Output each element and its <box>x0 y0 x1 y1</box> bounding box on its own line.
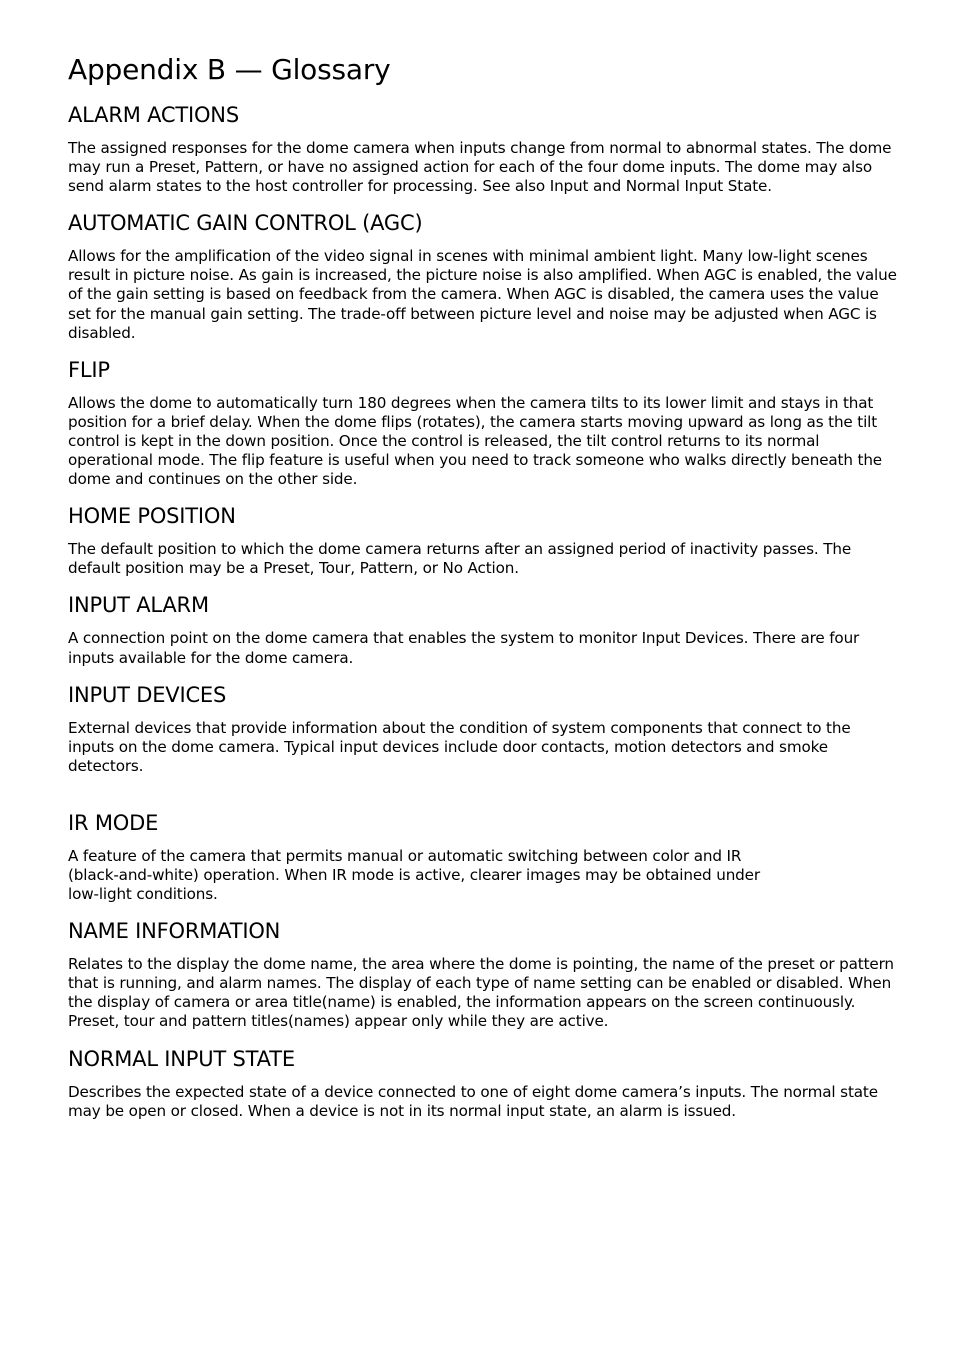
glossary-definition: Allows for the amplification of the video signal in scenes with minimal ambient light. Many low-light scenes result in picture noise. As gain is increased, the picture noise is also amplified. When AGC is enabled, the value of the gain setting is based on feedback from the camera. When AGC is disabled, the camera uses the value set for the manual gain setting. The trade-off between picture level and noise may be adjusted when AGC is disabled. <box>68 247 897 342</box>
glossary-term: INPUT ALARM <box>68 593 209 618</box>
glossary-definition: The default position to which the dome camera returns after an assigned period of inactivity passes. The default position may be a Preset, Tour, Pattern, or No Action. <box>68 540 852 578</box>
glossary-term: NAME INFORMATION <box>68 919 281 944</box>
glossary-definition: Allows the dome to automatically turn 180 degrees when the camera tilts to its lower limit and stays in that position for a brief delay. When the dome flips (rotates), the camera starts moving upward as long as the tilt control is kept in the down position. Once the control is released, the tilt control returns to its normal operational mode. The flip feature is useful when you need to track someone who walks directly beneath the dome and continues on the other side. <box>68 393 882 489</box>
glossary-entry-ir-mode <box>68 810 900 904</box>
glossary-term: INPUT DEVICES <box>68 682 227 707</box>
glossary-term: IR MODE <box>68 810 159 835</box>
glossary-entry-input-devices <box>68 682 900 776</box>
glossary-page <box>68 52 900 1135</box>
glossary-definition: A connection point on the dome camera that enables the system to monitor Input Devices. There are four inputs available for the dome camera. <box>68 629 860 667</box>
page-title: Appendix B — Glossary <box>68 53 391 86</box>
glossary-entry-normal-input-state <box>68 1046 900 1121</box>
glossary-entry-home-position <box>68 503 900 578</box>
glossary-entry-name-information <box>68 918 900 1031</box>
glossary-definition: External devices that provide information about the condition of system components that connect to the inputs on the dome camera. Typical input devices include door contacts, motion detectors and smoke detectors. <box>68 718 851 775</box>
glossary-term: FLIP <box>68 357 110 382</box>
glossary-term: AUTOMATIC GAIN CONTROL (AGC) <box>68 211 423 236</box>
glossary-definition: Relates to the display the dome name, the area where the dome is pointing, the name of the preset or pattern that is running, and alarm names. The display of each type of name setting can be enabled or disabled. When the display of camera or area title(name) is enabled, the information appears on the screen continuously. Preset, tour and pattern titles(names) appear only while they are active. <box>68 955 894 1031</box>
glossary-definition: Describes the expected state of a device connected to one of eight dome camera’s inputs. The normal state may be open or closed. When a device is not in its normal input state, an alarm is issued. <box>68 1082 878 1120</box>
glossary-entry-alarm-actions <box>68 102 900 196</box>
glossary-term: ALARM ACTIONS <box>68 103 239 127</box>
glossary-entry-flip <box>68 357 900 489</box>
glossary-term: NORMAL INPUT STATE <box>68 1046 295 1071</box>
glossary-definition: A feature of the camera that permits manual or automatic switching between color and IR (black-and-white) operation. When IR mode is active, clearer images may be obtained under low-light conditions. <box>68 846 760 904</box>
glossary-entry-input-alarm <box>68 592 900 667</box>
glossary-term: HOME POSITION <box>68 504 236 529</box>
glossary-definition: The assigned responses for the dome camera when inputs change from normal to abnormal states. The dome may run a Preset, Pattern, or have no assigned action for each of the four dome inputs. The dome may also send alarm states to the host controller for processing. See also Input and Normal Input State. <box>68 139 892 196</box>
glossary-entry-agc <box>68 210 900 342</box>
